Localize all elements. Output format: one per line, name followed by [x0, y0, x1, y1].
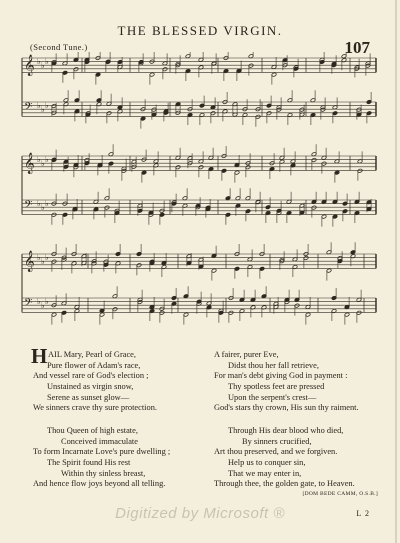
flat-sign: ♭ — [37, 155, 41, 164]
verse-line: And hence flow joys beyond all telling. — [33, 479, 166, 489]
music-score — [0, 52, 400, 342]
flat-sign: ♭ — [45, 297, 49, 306]
flat-sign: ♭ — [37, 101, 41, 110]
verse-line: Through thee, the golden gate, to Heaven. — [214, 479, 355, 489]
verse-line: The Spirit found His rest — [47, 458, 131, 468]
verse-line: To form Incarnate Love's pure dwelling ; — [33, 447, 171, 457]
verse-line: God's stars thy crown, His sun thy raiment. — [214, 403, 359, 413]
verse-line: Upon the serpent's crest— — [228, 392, 317, 402]
verse-line: That we may enter in, — [228, 468, 302, 478]
verse-line: Serene as sunset glow— — [47, 392, 130, 402]
verse-line: For man's debt giving God in payment : — [214, 371, 348, 381]
verse-line: Help us to conquer sin, — [228, 458, 306, 468]
verse-1 — [31, 344, 157, 414]
verse-line: Thy spotless feet are pressed — [228, 382, 325, 392]
verse-line: Didst thou her fall retrieve, — [228, 360, 319, 370]
flat-sign: ♭ — [45, 253, 49, 262]
digitization-watermark: Digitized by Microsoft ® — [115, 505, 285, 522]
drop-cap: H — [31, 344, 48, 368]
bass-clef-icon: 𝄢 — [24, 199, 33, 214]
printer-signature: L 2 — [356, 509, 370, 518]
verse-line: Conceived immaculate — [61, 436, 138, 446]
verse-line: AIL Mary, Pearl of Grace, — [48, 350, 136, 359]
treble-clef-icon: 𝄞 — [24, 251, 35, 272]
bass-clef-icon: 𝄢 — [24, 297, 33, 312]
page-number: 107 — [344, 38, 370, 57]
verse-line: And vessel rare of God's election ; — [33, 371, 149, 381]
flat-sign: ♭ — [41, 301, 45, 310]
tune-label: (Second Tune.) — [30, 42, 88, 52]
verse-line: Through His dear blood who died, — [228, 426, 344, 435]
bass-clef-icon: 𝄢 — [24, 101, 33, 116]
author-credit: [DOM BEDE CAMM, O.S.B.] — [302, 491, 378, 497]
flat-sign: ♭ — [37, 253, 41, 262]
flat-sign: ♭ — [41, 105, 45, 114]
flat-sign: ♭ — [41, 203, 45, 212]
flat-sign: ♭ — [41, 61, 45, 70]
treble-clef-icon: 𝄞 — [24, 153, 35, 174]
verse-line: We sinners crave thy sure protection. — [33, 403, 157, 413]
verse-line: Unstained as virgin snow, — [47, 382, 134, 392]
verse-line: By sinners crucified, — [242, 436, 312, 446]
flat-sign: ♭ — [45, 57, 49, 66]
verse-2 — [214, 350, 359, 414]
flat-sign: ♭ — [37, 297, 41, 306]
verse-line: Art thou preserved, and we forgiven. — [214, 447, 338, 457]
flat-sign: ♭ — [37, 57, 41, 66]
verse-line: Within thy sinless breast, — [61, 468, 146, 478]
flat-sign: ♭ — [41, 159, 45, 168]
flat-sign: ♭ — [45, 199, 49, 208]
treble-clef-icon: 𝄞 — [24, 55, 35, 76]
flat-sign: ♭ — [45, 155, 49, 164]
flat-sign: ♭ — [45, 101, 49, 110]
flat-sign: ♭ — [37, 199, 41, 208]
verse-line: Thou Queen of high estate, — [47, 426, 138, 435]
hymn-verses — [0, 344, 400, 500]
verse-line: Pure flower of Adam's race, — [47, 360, 141, 370]
verse-3 — [33, 426, 170, 490]
flat-sign: ♭ — [41, 257, 45, 266]
page-title: THE BLESSED VIRGIN. — [117, 23, 283, 38]
verse-4 — [214, 426, 355, 490]
verse-line: A fairer, purer Eve, — [214, 350, 279, 359]
